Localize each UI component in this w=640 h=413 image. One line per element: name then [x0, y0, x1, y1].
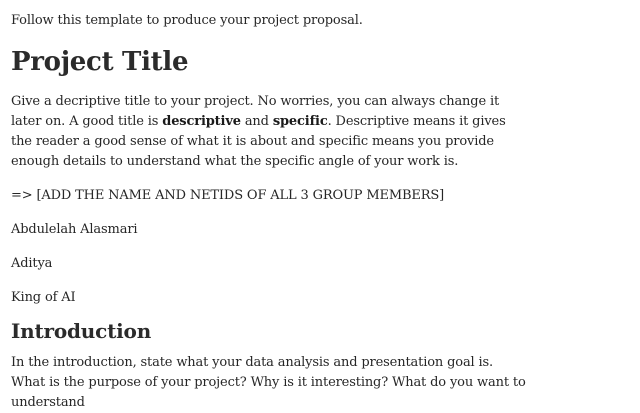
member-name-1: Abdulelah Alasmari: [11, 222, 138, 237]
bold-specific: specific: [272, 114, 328, 129]
member-name-3: King of AI: [11, 290, 76, 305]
section-heading-introduction: Introduction: [11, 319, 152, 343]
title-description-part2: and: [240, 114, 273, 129]
title-description: [11, 92, 526, 172]
bold-descriptive: descriptive: [162, 114, 241, 129]
member-name-2: Aditya: [11, 256, 53, 271]
introduction-text: In the introduction, state what your data analysis and presentation goal is. What is the purpose of your project? Why is it interesting? What do you want to understand: [11, 355, 526, 410]
title-description-part3: . Descriptive means it gives the reader a good sense of what it is about and specific means you provide enough details to understand what the specific angle of your work is.: [11, 114, 506, 169]
members-prompt: => [ADD THE NAME AND NETIDS OF ALL 3 GROUP MEMBERS]: [11, 188, 445, 203]
title-description-part1: Give a decriptive title to your project. No worries, you can always change it later on. A good title is: [11, 94, 500, 129]
template-instruction: Follow this template to produce your project proposal.: [11, 13, 363, 28]
page-title: Project Title: [11, 47, 189, 77]
